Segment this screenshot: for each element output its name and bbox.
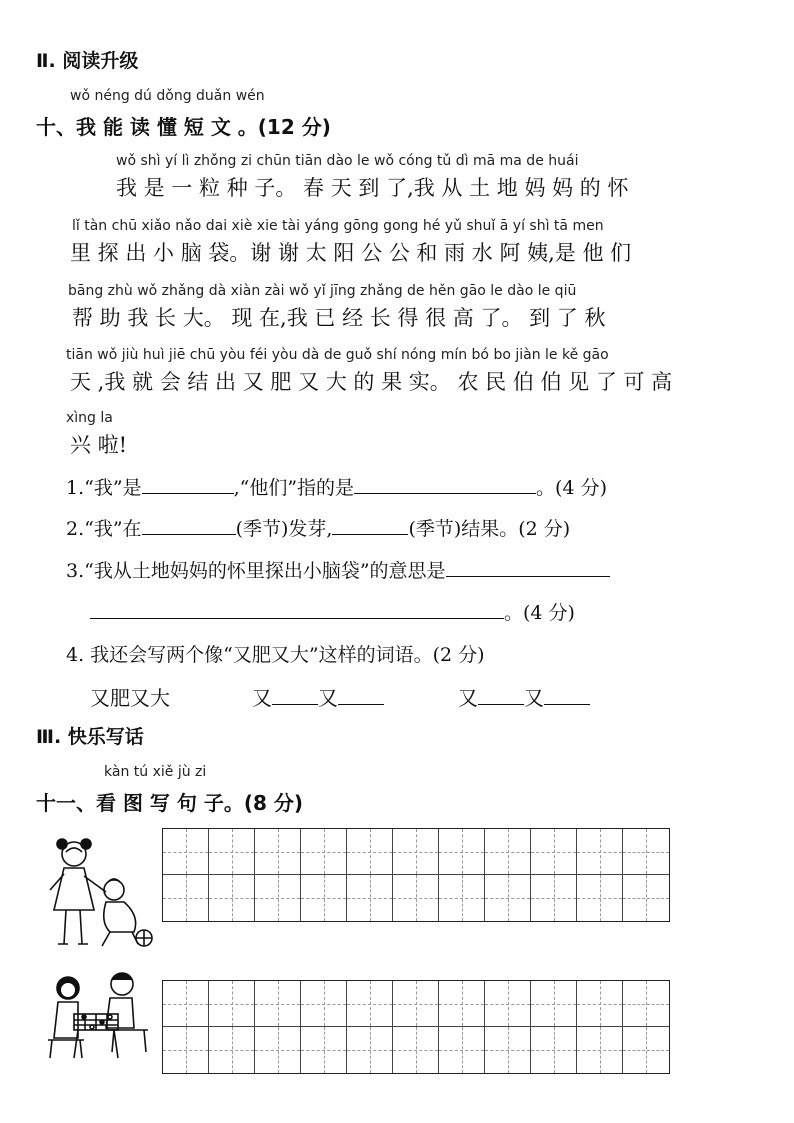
answer-blank-2b[interactable] (332, 516, 408, 535)
question-1-part-a: 1.“我”是 (66, 477, 142, 499)
answer-blank-4b[interactable] (338, 686, 384, 705)
question-3-part-a: 3.“我从土地妈妈的怀里探出小脑袋”的意思是 (66, 560, 446, 582)
question-4-example: 又肥又大 (90, 686, 170, 710)
q10-title: 十、我 能 读 懂 短 文 。(12 分) (36, 115, 331, 139)
q11-title: 十一、看 图 写 句 子。(8 分) (36, 791, 304, 815)
writing-grid-1[interactable] (162, 828, 670, 922)
passage-pinyin-4: tiān wǒ jiù huì jiē chū yòu féi yòu dà de guǒ shí nóng mín bó bo jiàn le kě gāo (66, 347, 609, 363)
you-char: 又 (458, 686, 478, 710)
illustration-children-playing-chess (44, 968, 156, 1064)
question-1 (66, 473, 607, 500)
answer-blank-2a[interactable] (142, 516, 236, 535)
answer-blank-4a[interactable] (272, 686, 318, 705)
passage-line-1: 我 是 一 粒 种 子。 春 天 到 了,我 从 土 地 妈 妈 的 怀 (116, 176, 629, 200)
question-3-cont (90, 598, 575, 625)
question-1-part-c: 。(4 分) (536, 477, 607, 499)
passage-pinyin-3: bāng zhù wǒ zhǎng dà xiàn zài wǒ yǐ jīng zhǎng de hěn gāo le dào le qiū (68, 283, 577, 299)
answer-blank-1a[interactable] (142, 475, 234, 494)
question-1-part-b: ,“他们”指的是 (233, 477, 355, 499)
passage-line-3: 帮 助 我 长 大。 现 在,我 已 经 长 得 很 高 了。 到 了 秋 (72, 306, 606, 330)
question-2-part-b: (季节)发芽, (235, 518, 333, 540)
passage-line-5: 兴 啦! (70, 433, 128, 457)
section-3-title: Ⅲ. 快乐写话 (36, 726, 144, 748)
passage-line-2: 里 探 出 小 脑 袋。谢 谢 太 阳 公 公 和 雨 水 阿 姨,是 他 们 (70, 241, 632, 265)
question-4: 4. 我还会写两个像“又肥又大”这样的词语。(2 分) (66, 644, 485, 666)
question-3-part-b: 。(4 分) (504, 602, 575, 624)
section-2-title: Ⅱ. 阅读升级 (36, 50, 139, 72)
answer-blank-1b[interactable] (354, 475, 536, 494)
passage-pinyin-2: lǐ tàn chū xiǎo nǎo dai xiè xie tài yáng gōng gong hé yǔ shuǐ ā yí shì tā men (72, 218, 604, 234)
question-2-part-c: (季节)结果。(2 分) (408, 518, 571, 540)
writing-grid-2[interactable] (162, 980, 670, 1074)
you-char: 又 (318, 686, 338, 710)
answer-blank-4d[interactable] (544, 686, 590, 705)
you-char: 又 (252, 686, 272, 710)
answer-blank-3a[interactable] (446, 558, 610, 577)
question-2-part-a: 2.“我”在 (66, 518, 142, 540)
question-2 (66, 514, 570, 541)
passage-pinyin-5: xìng la (66, 410, 113, 426)
passage-line-4: 天 ,我 就 会 结 出 又 肥 又 大 的 果 实。 农 民 伯 伯 见 了 可 高 (70, 370, 673, 394)
question-3 (66, 556, 610, 583)
answer-blank-3b[interactable] (90, 600, 504, 619)
passage-pinyin-1: wǒ shì yí lì zhǒng zi chūn tiān dào le wǒ cóng tǔ dì mā ma de huái (116, 153, 579, 169)
answer-pattern-2 (458, 682, 590, 711)
you-char: 又 (524, 686, 544, 710)
illustration-girl-helping-child (44, 832, 156, 954)
answer-pattern-1 (252, 682, 384, 711)
q10-pinyin: wǒ néng dú dǒng duǎn wén (70, 88, 265, 104)
q11-pinyin: kàn tú xiě jù zi (104, 764, 207, 780)
answer-blank-4c[interactable] (478, 686, 524, 705)
